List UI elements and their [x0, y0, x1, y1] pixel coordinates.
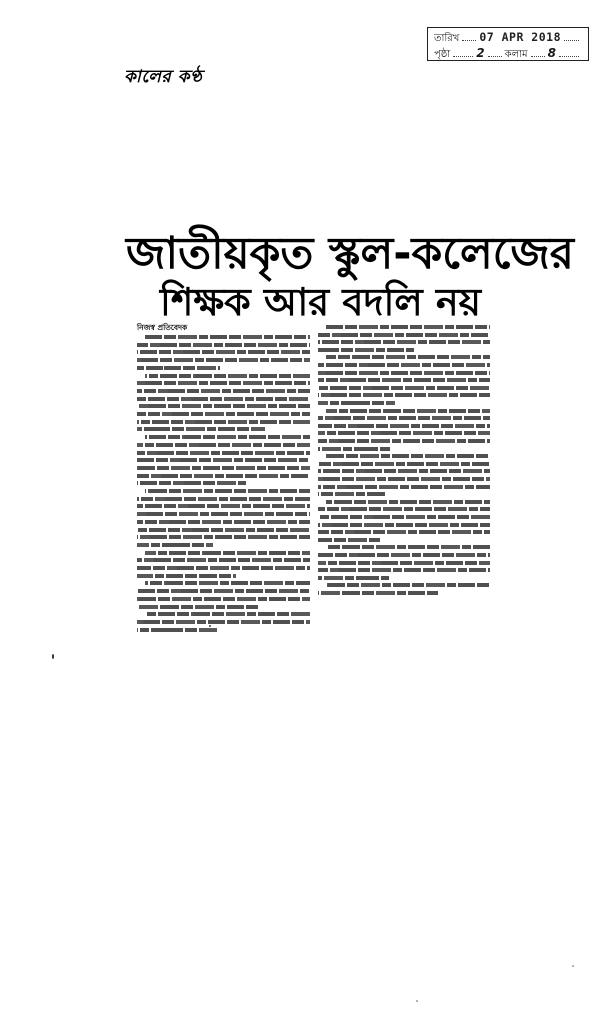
text-line: [137, 620, 310, 624]
text-line: [318, 507, 490, 511]
text-line: [137, 443, 310, 447]
text-line: [318, 447, 390, 451]
text-line: [326, 454, 490, 458]
text-line: [145, 335, 310, 339]
text-line: [137, 566, 310, 570]
text-line: [137, 358, 310, 362]
text-line: [318, 561, 490, 565]
text-line: [145, 489, 310, 493]
stamp-dotted-fill: [453, 48, 473, 57]
text-line: [318, 340, 490, 344]
scan-speck: [209, 625, 211, 627]
text-line: [318, 538, 380, 542]
text-line: [137, 366, 220, 370]
text-line: [318, 363, 490, 367]
text-line: [137, 497, 310, 501]
text-line: [137, 389, 310, 393]
text-line: [145, 374, 310, 378]
text-line: [145, 551, 310, 555]
text-line: [137, 528, 310, 532]
text-line: [318, 371, 490, 375]
text-line: [318, 492, 385, 496]
text-line: [326, 325, 490, 329]
stamp-column-value: 8: [547, 46, 556, 60]
text-line: [137, 535, 310, 539]
text-line: [137, 481, 246, 485]
scan-speck: [52, 654, 54, 659]
text-line: [318, 348, 414, 352]
stamp-date-label: তারিখ: [434, 33, 460, 44]
stamp-dotted-fill: [531, 48, 545, 57]
text-line: [318, 530, 490, 534]
text-line: [326, 409, 490, 413]
stamp-date-value: 07 APR 2018: [479, 30, 562, 44]
text-line: [137, 605, 258, 609]
text-line: [137, 597, 310, 601]
text-line: [326, 583, 490, 587]
stamp-date-row: [434, 30, 582, 46]
text-line: [145, 581, 310, 585]
text-line: [137, 589, 310, 593]
text-line: [137, 343, 310, 347]
text-line: [318, 333, 490, 337]
text-line: [318, 386, 490, 390]
headline-line-2: শিক্ষক আর বদলি নয়: [160, 280, 482, 324]
text-line: [318, 515, 490, 519]
headline-line-1: জাতীয়কৃত স্কুল-কলেজের: [126, 228, 575, 279]
text-line: [318, 393, 490, 397]
newspaper-masthead: কালের কণ্ঠ: [124, 67, 203, 87]
article-column-right: [318, 325, 490, 601]
text-line: [318, 568, 490, 572]
stamp-dotted-fill: [559, 48, 579, 57]
text-line: [137, 412, 310, 416]
text-line: [137, 558, 310, 562]
article-column-left: [137, 335, 310, 637]
text-line: [145, 435, 310, 439]
text-line: [137, 350, 310, 354]
text-line: [137, 381, 310, 385]
scan-speck: [416, 1000, 418, 1002]
text-line: [137, 543, 213, 547]
text-line: [318, 469, 490, 473]
text-line: [318, 431, 490, 435]
text-line: [318, 401, 395, 405]
text-line: [137, 520, 310, 524]
stamp-dotted-fill: [564, 32, 579, 41]
text-line: [137, 574, 236, 578]
text-line: [137, 512, 310, 516]
text-line: [318, 477, 490, 481]
text-line: [137, 628, 217, 632]
stamp-page-row: [434, 46, 582, 62]
stamp-dotted-fill: [462, 32, 476, 41]
text-line: [137, 458, 310, 462]
text-line: [318, 462, 490, 466]
text-line: [137, 474, 310, 478]
text-line: [318, 439, 490, 443]
text-line: [318, 523, 490, 527]
stamp-page-value: 2: [476, 46, 485, 60]
text-line: [318, 553, 490, 557]
text-line: [318, 576, 389, 580]
text-line: [137, 466, 310, 470]
text-line: [326, 500, 490, 504]
text-line: [318, 378, 490, 382]
text-line: [137, 451, 310, 455]
text-line: [137, 404, 310, 408]
text-line: [145, 612, 310, 616]
text-line: [137, 420, 310, 424]
stamp-dotted-fill: [488, 48, 502, 57]
clipping-stamp: [427, 27, 589, 61]
text-line: [137, 427, 265, 431]
stamp-page-label: পৃষ্ঠা: [434, 49, 451, 60]
text-line: [318, 416, 490, 420]
text-line: [326, 545, 490, 549]
scan-speck: [572, 965, 574, 967]
text-line: [318, 485, 490, 489]
text-line: [326, 355, 490, 359]
text-line: [137, 504, 310, 508]
text-line: [318, 424, 490, 428]
stamp-column-label: কলাম: [504, 49, 528, 60]
text-line: [318, 591, 438, 595]
text-line: [137, 397, 310, 401]
byline: নিজস্ব প্রতিবেদক: [137, 323, 188, 332]
